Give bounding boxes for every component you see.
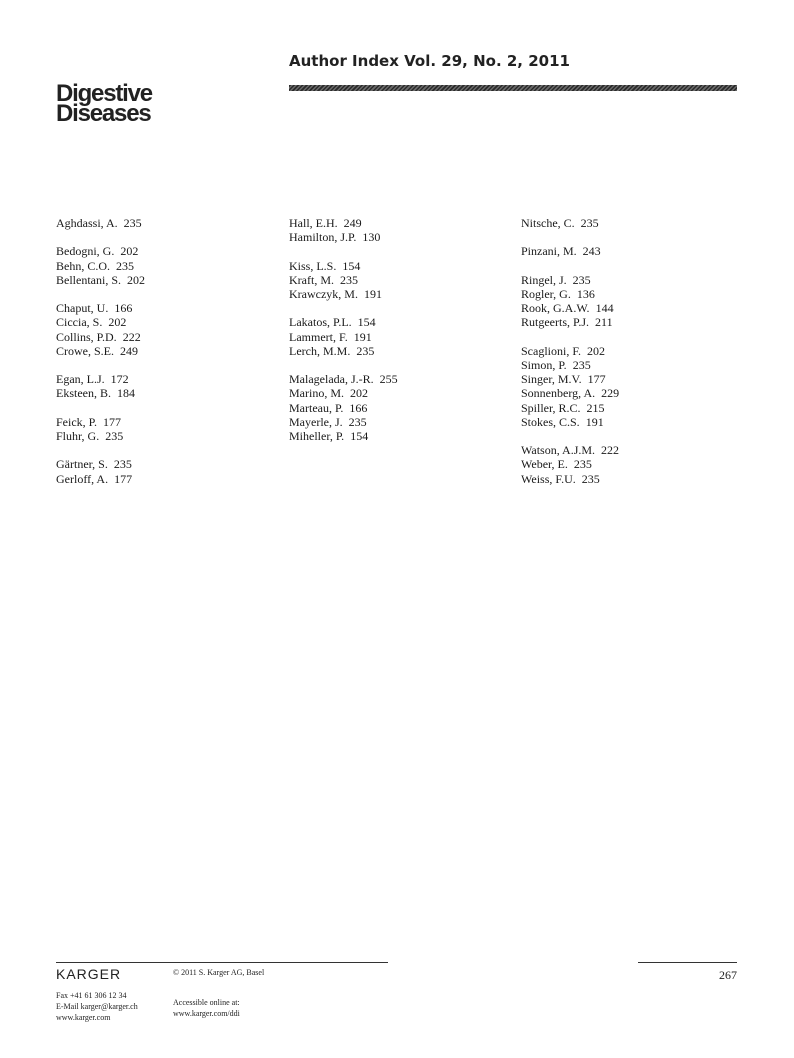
index-entry [289, 315, 509, 329]
page-reference: 215 [586, 400, 605, 415]
footer-rule-left [56, 962, 388, 963]
page-reference: 235 [581, 471, 600, 486]
author-name: Chaput, U. [56, 301, 109, 316]
author-name: Stokes, C.S. [521, 414, 580, 429]
page-reference: 191 [585, 414, 604, 429]
fax-line: Fax +41 61 306 12 34 [56, 991, 127, 1000]
index-entry [289, 401, 509, 415]
journal-name-line2: Diseases [56, 100, 151, 127]
author-name: Bedogni, G. [56, 244, 115, 259]
index-entry [289, 429, 509, 443]
author-name: Singer, M.V. [521, 372, 582, 387]
author-name: Fluhr, G. [56, 428, 100, 443]
author-name: Ringel, J. [521, 272, 567, 287]
index-entry [521, 315, 741, 329]
page-reference: 235 [348, 414, 367, 429]
author-name: Rutgeerts, P.J. [521, 315, 590, 330]
page-reference: 235 [580, 216, 599, 230]
index-entry [521, 287, 741, 301]
letter-group [521, 443, 741, 486]
email-line: E-Mail karger@karger.ch [56, 1002, 138, 1011]
page-reference: 235 [116, 258, 134, 273]
contact-block [56, 990, 138, 1023]
letter-group [56, 244, 276, 287]
letter-group [289, 372, 509, 443]
page-reference: 191 [363, 287, 382, 301]
author-name: Malagelada, J.-R. [289, 372, 374, 387]
page-reference: 235 [572, 272, 591, 287]
page-reference: 177 [114, 471, 133, 486]
index-entry [521, 301, 741, 315]
author-name: Bellentani, S. [56, 272, 121, 287]
page-reference: 166 [349, 400, 368, 415]
index-entry [56, 386, 276, 400]
page-reference: 136 [576, 286, 595, 301]
letter-group [289, 315, 509, 358]
index-entry [56, 301, 276, 315]
index-entry [521, 415, 741, 429]
letter-group [521, 244, 741, 258]
page-reference: 154 [342, 258, 361, 273]
index-entry [521, 244, 741, 258]
page-reference: 202 [120, 244, 139, 259]
copyright-notice: © 2011 S. Karger AG, Basel [173, 968, 265, 977]
letter-group [56, 301, 276, 358]
title-rule [289, 85, 737, 91]
author-name: Behn, C.O. [56, 258, 110, 273]
index-entry [289, 372, 509, 386]
page-reference: 235 [123, 216, 142, 230]
index-entry [521, 273, 741, 287]
letter-group [56, 457, 276, 485]
author-name: Simon, P. [521, 357, 567, 372]
page-reference: 166 [114, 301, 133, 316]
index-entry [56, 259, 276, 273]
author-name: Ciccia, S. [56, 315, 103, 330]
author-name: Crowe, S.E. [56, 343, 114, 358]
author-name: Collins, P.D. [56, 329, 117, 344]
page-reference: 249 [343, 216, 362, 230]
letter-group [56, 415, 276, 443]
page-number: 267 [719, 968, 737, 982]
author-name: Lakatos, P.L. [289, 315, 352, 330]
index-entry [521, 358, 741, 372]
author-name: Weiss, F.U. [521, 471, 576, 486]
author-name: Lammert, F. [289, 329, 348, 344]
publisher-logo: KARGER [56, 966, 122, 982]
page-reference: 154 [357, 315, 376, 330]
letter-group [521, 273, 741, 330]
page-reference: 202 [108, 315, 127, 330]
page-reference: 222 [601, 443, 620, 458]
page-reference: 202 [587, 343, 606, 358]
author-name: Scaglioni, F. [521, 343, 582, 358]
author-name: Pinzani, M. [521, 244, 577, 259]
page-reference: 235 [356, 343, 375, 358]
page-reference: 154 [350, 429, 369, 443]
online-access-block [173, 997, 240, 1019]
index-entry [289, 259, 509, 273]
website-link[interactable]: www.karger.com [56, 1013, 111, 1022]
index-column-1 [56, 216, 276, 500]
index-entry [521, 216, 741, 230]
page-reference: 184 [117, 386, 135, 401]
page-reference: 249 [120, 343, 138, 358]
page-reference: 255 [379, 372, 398, 387]
index-entry [521, 386, 741, 400]
index-entry [56, 457, 276, 471]
page-reference: 235 [572, 357, 591, 372]
index-entry [521, 457, 741, 471]
author-name: Rogler, G. [521, 286, 571, 301]
author-name: Sonnenberg, A. [521, 386, 596, 401]
page-reference: 222 [122, 329, 141, 344]
author-name: Egan, L.J. [56, 372, 105, 387]
index-column-2 [289, 216, 509, 457]
letter-group [56, 372, 276, 400]
page-reference: 235 [340, 272, 358, 287]
letter-group [521, 344, 741, 429]
index-entry [521, 344, 741, 358]
letter-group [289, 216, 509, 244]
footer-rule-right [638, 962, 737, 963]
letter-group [289, 259, 509, 302]
page-reference: 202 [127, 272, 145, 287]
letter-group [56, 216, 276, 230]
index-entry [56, 273, 276, 287]
index-entry [289, 330, 509, 344]
author-name: Marino, M. [289, 386, 344, 401]
page-reference: 177 [587, 372, 606, 387]
online-url-link[interactable]: www.karger.com/ddi [173, 1009, 240, 1018]
author-name: Mayerle, J. [289, 414, 343, 429]
page-reference: 235 [113, 457, 132, 472]
journal-logo [56, 80, 152, 127]
page-reference: 211 [595, 315, 613, 330]
index-entry [289, 230, 509, 244]
index-entry [56, 315, 276, 329]
author-name: Hamilton, J.P. [289, 230, 357, 245]
author-name: Hall, E.H. [289, 216, 338, 230]
index-entry [56, 344, 276, 358]
author-name: Spiller, R.C. [521, 400, 581, 415]
author-name: Miheller, P. [289, 429, 345, 443]
page-reference: 130 [362, 230, 381, 245]
index-entry [289, 415, 509, 429]
index-entry [56, 415, 276, 429]
author-name: Watson, A.J.M. [521, 443, 596, 458]
page-reference: 243 [582, 244, 601, 259]
index-column-3 [521, 216, 741, 500]
author-name: Eksteen, B. [56, 386, 111, 401]
page-reference: 191 [353, 329, 372, 344]
index-entry [521, 401, 741, 415]
author-name: Rook, G.A.W. [521, 301, 590, 316]
index-entry [289, 273, 509, 287]
journal-name-line1: Digestive [56, 80, 152, 107]
author-name: Weber, E. [521, 457, 568, 472]
index-entry [289, 344, 509, 358]
author-name: Marteau, P. [289, 400, 344, 415]
index-entry [56, 216, 276, 230]
page-reference: 172 [110, 372, 129, 387]
index-entry [521, 472, 741, 486]
page-reference: 235 [573, 457, 592, 472]
index-entry [56, 429, 276, 443]
index-entry [56, 472, 276, 486]
index-entry [56, 372, 276, 386]
author-name: Krawczyk, M. [289, 287, 358, 301]
page-reference: 229 [601, 386, 620, 401]
author-name: Gärtner, S. [56, 457, 108, 472]
index-entry [56, 330, 276, 344]
index-entry [289, 287, 509, 301]
letter-group [521, 216, 741, 230]
index-entry [289, 386, 509, 400]
index-entry [521, 443, 741, 457]
author-name: Aghdassi, A. [56, 216, 118, 230]
index-entry [289, 216, 509, 230]
index-entry [521, 372, 741, 386]
author-name: Feick, P. [56, 414, 98, 429]
online-label: Accessible online at: [173, 998, 240, 1007]
index-entry [56, 244, 276, 258]
page-title: Author Index Vol. 29, No. 2, 2011 [289, 52, 570, 70]
page-reference: 177 [103, 414, 122, 429]
author-name: Gerloff, A. [56, 471, 109, 486]
author-name: Kraft, M. [289, 272, 334, 287]
author-name: Kiss, L.S. [289, 258, 337, 273]
author-name: Nitsche, C. [521, 216, 575, 230]
page-reference: 144 [595, 301, 614, 316]
page-reference: 202 [350, 386, 368, 401]
page-reference: 235 [105, 428, 124, 443]
author-name: Lerch, M.M. [289, 343, 351, 358]
